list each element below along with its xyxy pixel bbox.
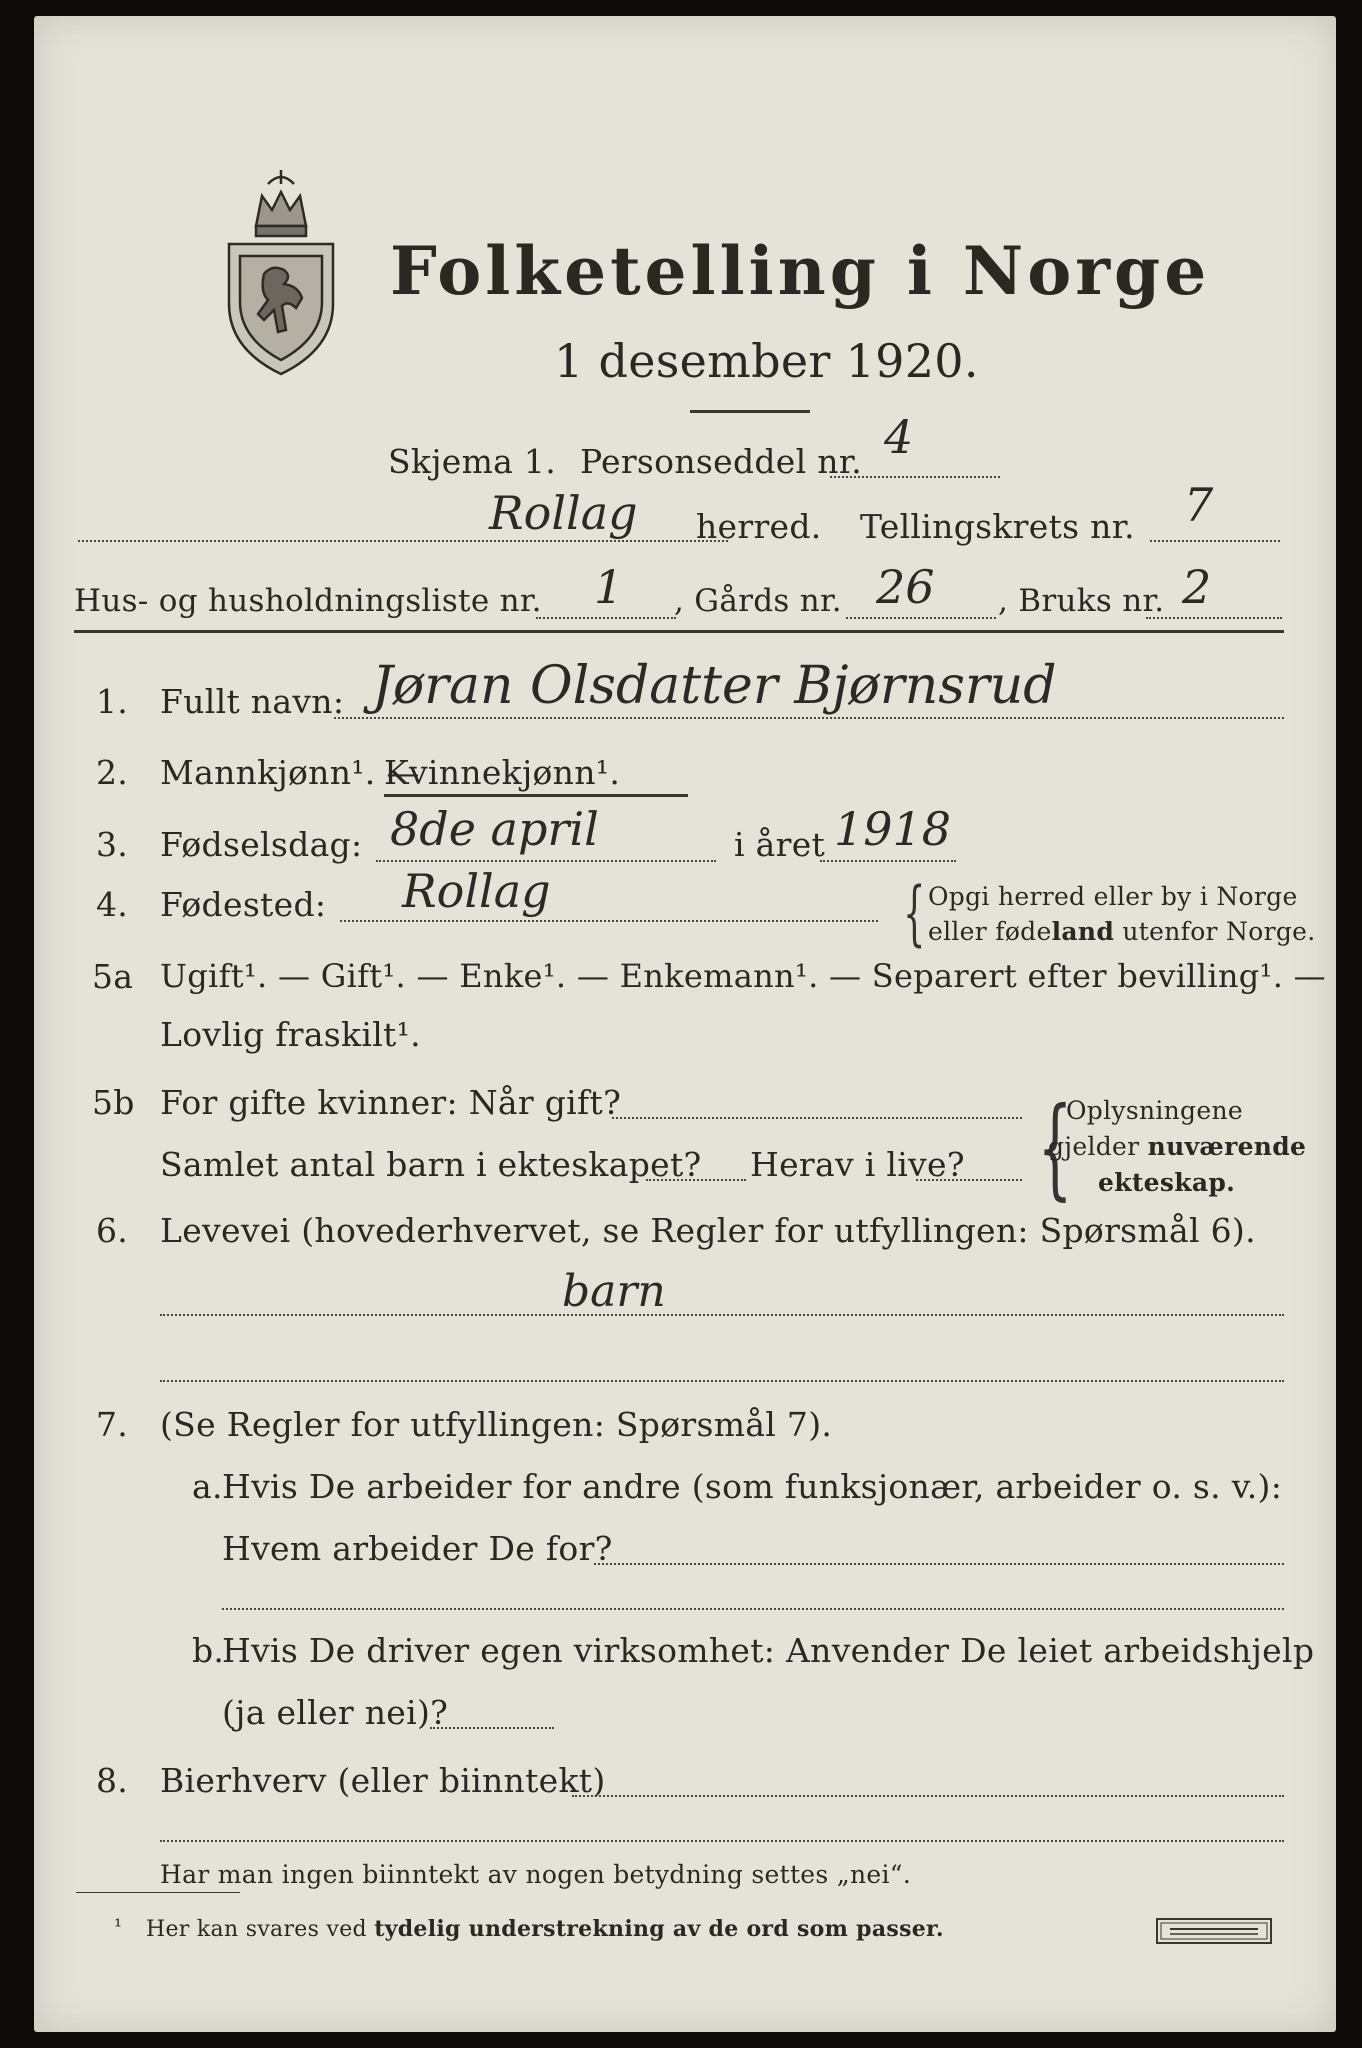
- q1-number: 1.: [96, 682, 129, 721]
- q7a-number: a.: [192, 1467, 223, 1506]
- herred-label: herred.: [696, 507, 822, 546]
- bruks-line: [1146, 617, 1282, 619]
- occupation-line-1: [160, 1314, 1284, 1316]
- header-rule: [74, 630, 1284, 633]
- q6-number: 6.: [96, 1211, 129, 1250]
- q5b-note-brace: {: [1037, 1083, 1073, 1211]
- q7-number: 7.: [96, 1405, 129, 1444]
- birthday-value[interactable]: 8de april: [390, 802, 599, 856]
- children-total-label: Samlet antal barn i ekteskapet?: [160, 1145, 702, 1184]
- q1-label: Fullt navn:: [160, 682, 345, 721]
- personseddel-value[interactable]: 4: [884, 410, 914, 464]
- title-divider: [690, 410, 810, 413]
- side-income-line-2: [160, 1840, 1284, 1842]
- q3-number: 3.: [96, 825, 129, 864]
- side-income-line-1: [572, 1795, 1284, 1797]
- printer-stamp-icon: [1156, 1918, 1272, 1944]
- q7a-line2: Hvem arbeider De for?: [222, 1529, 613, 1568]
- occupation-value[interactable]: barn: [562, 1266, 666, 1317]
- gender-male-option[interactable]: Mannkjønn¹. —: [160, 753, 420, 792]
- employer-line-2: [222, 1608, 1284, 1610]
- occupation-line-2: [160, 1380, 1284, 1382]
- bruks-value[interactable]: 2: [1182, 560, 1212, 614]
- husliste-label: Hus- og husholdningsliste nr.: [74, 583, 542, 619]
- q5b-note-line2: gjelder nuværende: [1048, 1132, 1307, 1161]
- married-when-line: [612, 1117, 1022, 1119]
- q5a-number: 5a: [92, 957, 134, 996]
- q4-note-brace: {: [903, 872, 926, 954]
- tellingskrets-label: Tellingskrets nr.: [860, 507, 1135, 546]
- q5b-note-line3: ekteskap.: [1098, 1168, 1236, 1197]
- q8-note: Har man ingen biinntekt av nogen betydning settes „nei“.: [160, 1860, 912, 1889]
- birthday-line: [376, 860, 716, 862]
- personseddel-line: [830, 476, 1000, 478]
- q4-note-line2: eller fødeland utenfor Norge.: [928, 917, 1316, 946]
- q8-label: Bierhverv (eller biinntekt): [160, 1761, 606, 1800]
- bruks-label: , Bruks nr.: [998, 583, 1165, 619]
- marital-status-divorced-option[interactable]: Lovlig fraskilt¹.: [160, 1015, 421, 1054]
- full-name-value[interactable]: Jøran Olsdatter Bjørnsrud: [372, 656, 1057, 716]
- husliste-value[interactable]: 1: [594, 560, 624, 614]
- footnote-text: Her kan svares ved tydelig understrekning av de ord som passer.: [146, 1916, 944, 1942]
- gender-female-option[interactable]: Kvinnekjønn¹.: [384, 753, 621, 792]
- full-name-line: [334, 717, 1284, 719]
- birth-year-value[interactable]: 1918: [834, 802, 952, 856]
- husliste-line: [536, 617, 676, 619]
- q7-label: (Se Regler for utfyllingen: Spørsmål 7).: [160, 1405, 833, 1444]
- q5b-note-line1: Oplysningene: [1066, 1096, 1243, 1125]
- children-alive-line: [916, 1179, 1022, 1181]
- q7b-line2: (ja eller nei)?: [222, 1693, 449, 1732]
- census-form-sheet: [34, 16, 1336, 2032]
- q4-note-line1: Opgi herred eller by i Norge: [928, 882, 1298, 911]
- birth-year-line: [820, 860, 956, 862]
- employer-line-1: [594, 1563, 1284, 1565]
- herred-line: [78, 540, 728, 542]
- tellingskrets-line: [1150, 540, 1280, 542]
- q6-label: Levevei (hovederhvervet, se Regler for utfyllingen: Spørsmål 6).: [160, 1211, 1256, 1250]
- hired-help-line: [430, 1727, 554, 1729]
- skjema-label: Skjema 1.: [388, 442, 557, 481]
- q7b-line1: Hvis De driver egen virksomhet: Anvender De leiet arbeidshjelp: [222, 1631, 1315, 1670]
- birthplace-value[interactable]: Rollag: [402, 864, 551, 918]
- children-alive-label: Herav i live?: [750, 1145, 965, 1184]
- q3-year-label: i året: [734, 825, 826, 864]
- birthplace-line: [340, 920, 878, 922]
- norwegian-coat-of-arms-icon: [226, 164, 336, 379]
- q5b-number: 5b: [92, 1083, 135, 1122]
- marital-status-options[interactable]: Ugift¹. — Gift¹. — Enke¹. — Enkemann¹. — Separert efter bevilling¹. —: [160, 957, 1326, 995]
- gards-label: , Gårds nr.: [674, 583, 842, 619]
- children-total-line: [646, 1179, 746, 1181]
- footnote-mark: ¹: [114, 1914, 123, 1938]
- gender-female-underline: [384, 794, 688, 797]
- gards-value[interactable]: 26: [876, 560, 935, 614]
- q8-number: 8.: [96, 1761, 129, 1800]
- form-title: Folketelling i Norge: [390, 232, 1211, 310]
- q4-label: Fødested:: [160, 885, 327, 924]
- census-date: 1 desember 1920.: [554, 334, 979, 388]
- q4-number: 4.: [96, 885, 129, 924]
- q7b-number: b.: [192, 1631, 225, 1670]
- herred-value[interactable]: Rollag: [489, 486, 638, 540]
- q7a-line1: Hvis De arbeider for andre (som funksjonær, arbeider o. s. v.):: [222, 1467, 1283, 1506]
- tellingskrets-value[interactable]: 7: [1184, 478, 1214, 532]
- footnote-rule: [76, 1892, 240, 1893]
- married-when-label: For gifte kvinner: Når gift?: [160, 1083, 622, 1122]
- q2-number: 2.: [96, 753, 129, 792]
- gards-line: [846, 617, 996, 619]
- personseddel-label: Personseddel nr.: [580, 442, 863, 481]
- q3-label: Fødselsdag:: [160, 825, 363, 864]
